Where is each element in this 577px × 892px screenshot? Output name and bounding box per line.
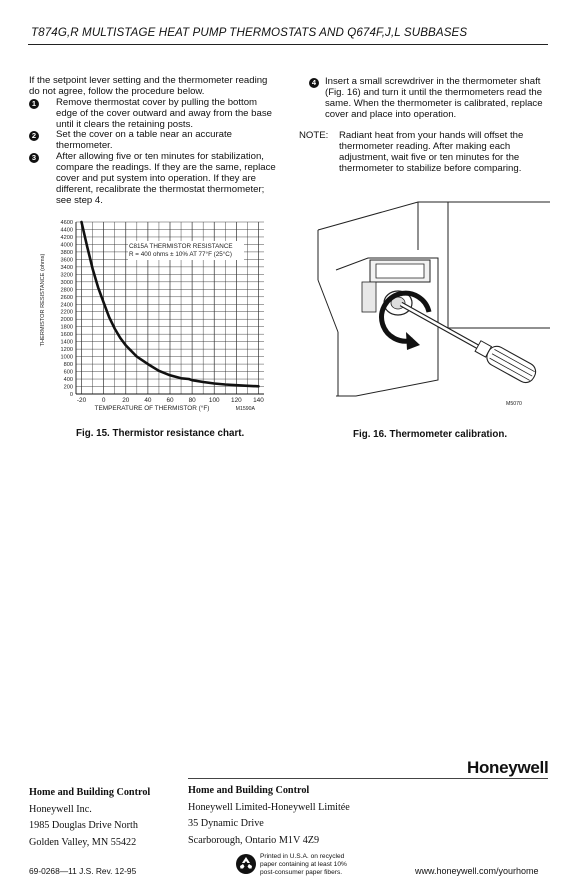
footer-col2-line-1: Honeywell Limited-Honeywell Limitée: [188, 801, 350, 813]
step-4-bullet: 4: [309, 78, 319, 88]
step-3-bullet: 3: [29, 153, 39, 163]
recycle-line-1: Printed in U.S.A. on recycled: [260, 853, 345, 860]
y-tick-label: 3800: [60, 249, 73, 256]
y-tick-label: 400: [63, 377, 73, 384]
note-label: NOTE:: [299, 130, 329, 141]
step-2-bullet: 2: [29, 131, 39, 141]
step-4-line-1: Insert a small screwdriver in the thermometer shaft: [325, 76, 541, 87]
y-tick-label: 2600: [60, 294, 73, 301]
step-3-line-2: compare the readings. If they are the same, replace: [56, 162, 276, 173]
chart-code: M1590A: [235, 406, 255, 412]
thermometer-calibration-illustration: [298, 200, 553, 415]
x-tick-label: 60: [166, 397, 174, 404]
step-1-line-3: until it clears the retaining posts.: [56, 119, 194, 130]
footer-col2-line-3: Scarborough, Ontario M1V 4Z9: [188, 834, 320, 846]
note-line-3: adjustment, wait five or ten minutes for the: [339, 152, 520, 163]
y-tick-label: 4000: [60, 242, 73, 249]
step-1-bullet: 1: [29, 99, 39, 109]
x-tick-label: 100: [208, 397, 220, 404]
chart-x-label: TEMPERATURE OF THERMISTOR (°F): [94, 405, 210, 412]
y-tick-label: 4600: [60, 220, 73, 226]
step-2-line-1: Set the cover on a table near an accurate: [56, 129, 232, 140]
y-tick-label: 3200: [60, 272, 73, 279]
y-tick-label: 4400: [60, 227, 73, 234]
recycle-icon: [235, 853, 257, 875]
x-tick-label: 120: [231, 397, 242, 404]
intro-line-2: do not agree, follow the procedure below.: [29, 86, 205, 97]
x-tick-label: 20: [122, 397, 130, 404]
x-tick-label: 0: [101, 397, 106, 404]
step-4-line-2: (Fig. 16) and turn it until the thermometers read the: [325, 87, 543, 98]
step-4-line-4: cover and place into operation.: [325, 109, 457, 120]
y-tick-label: 2400: [60, 302, 73, 309]
step-1-line-2: edge of the cover outward and away from the base: [56, 108, 272, 119]
doc-number: 69-0268—11 J.S. Rev. 12-95: [29, 866, 137, 876]
footer-col2-line-2: 35 Dynamic Drive: [188, 818, 264, 829]
x-tick-label: -20: [76, 397, 87, 404]
footer-col2-heading: Home and Building Control: [188, 785, 310, 796]
note-line-1: Radiant heat from your hands will offset the: [339, 130, 524, 141]
x-tick-label: 40: [144, 397, 152, 404]
website-url: www.honeywell.com/yourhome: [415, 866, 539, 876]
y-tick-label: 2000: [60, 317, 73, 324]
y-tick-label: 1000: [60, 354, 73, 361]
step-3-line-3: cover and put system into operation. If they are: [56, 173, 256, 184]
y-tick-label: 1200: [60, 347, 73, 354]
fig16-code: M5070: [506, 401, 522, 407]
thermistor-resistance-chart: [36, 214, 276, 420]
recycle-line-3: post-consumer paper fibers.: [260, 869, 343, 876]
note-line-2: thermometer reading. After making each: [339, 141, 511, 152]
page-header-title: T874G,R MULTISTAGE HEAT PUMP THERMOSTATS AND Q674F,J,L SUBBASES: [31, 26, 468, 39]
footer-col1-line-2: 1985 Douglas Drive North: [29, 820, 138, 831]
step-4-line-3: same. When the thermometer is calibrated, replace: [325, 98, 543, 109]
step-2-line-2: thermometer.: [56, 140, 113, 151]
note-line-4: thermometer to stabilize before comparing.: [339, 163, 522, 174]
y-tick-label: 200: [63, 384, 73, 391]
y-tick-label: 800: [63, 362, 73, 369]
y-tick-label: 1800: [60, 324, 73, 331]
header-rule: [28, 44, 548, 45]
step-1-line-1: Remove thermostat cover by pulling the bottom: [56, 97, 258, 108]
y-tick-label: 3400: [60, 264, 73, 271]
y-tick-label: 1400: [60, 339, 73, 346]
y-tick-label: 2200: [60, 309, 73, 316]
chart-y-label: THERMISTOR RESISTANCE (ohms): [40, 253, 46, 347]
step-3-line-4: different, recalibrate the thermostat thermometer;: [56, 184, 265, 195]
y-tick-label: 3600: [60, 257, 73, 264]
y-tick-label: 600: [63, 369, 73, 376]
y-tick-label: 0: [69, 392, 73, 398]
honeywell-logo: Honeywell: [467, 758, 549, 777]
chart-subtitle: R = 400 ohms ± 10% AT 77°F (25°C): [129, 251, 232, 258]
x-tick-label: 80: [188, 397, 196, 404]
intro-line-1: If the setpoint lever setting and the thermometer reading: [29, 75, 268, 86]
fig16-caption: Fig. 16. Thermometer calibration.: [353, 429, 508, 440]
y-tick-label: 4200: [60, 234, 73, 241]
chart-title: C815A THERMISTOR RESISTANCE: [129, 243, 233, 250]
step-3-line-1: After allowing five or ten minutes for stabilization,: [56, 151, 264, 162]
y-tick-label: 3000: [60, 279, 73, 286]
step-3-line-5: see step 4.: [56, 195, 103, 206]
footer-col1-line-3: Golden Valley, MN 55422: [29, 836, 137, 848]
y-tick-label: 1600: [60, 332, 73, 339]
footer-col1-heading: Home and Building Control: [29, 787, 151, 798]
recycle-line-2: paper containing at least 10%: [260, 861, 347, 868]
footer-rule: [188, 778, 548, 779]
x-tick-label: 140: [253, 397, 264, 404]
fig15-caption: Fig. 15. Thermistor resistance chart.: [76, 428, 245, 439]
footer-col1-line-1: Honeywell Inc.: [29, 803, 92, 815]
y-tick-label: 2800: [60, 287, 73, 294]
